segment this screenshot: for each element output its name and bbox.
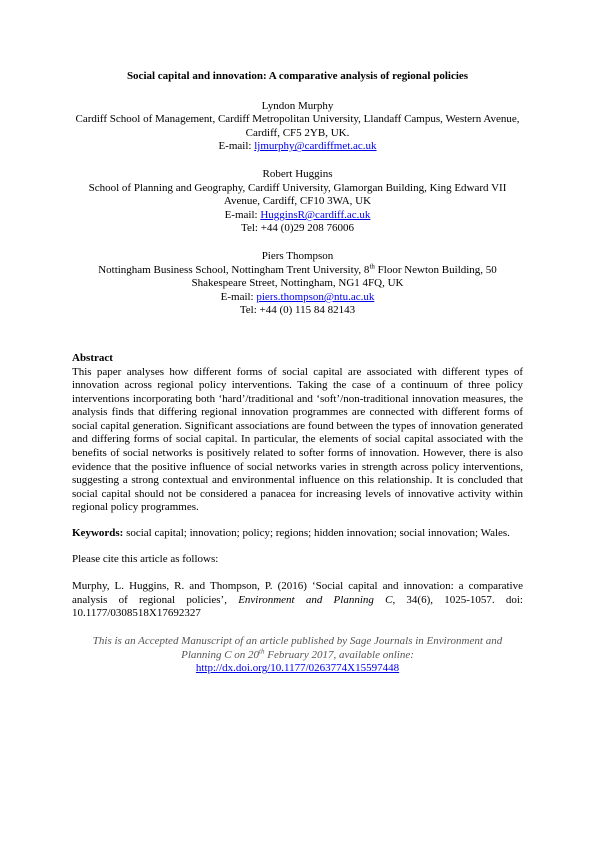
keywords-text: social capital; innovation; policy; regions; hidden innovation; social innovation; Wales. xyxy=(123,527,510,540)
author-tel: Tel: +44 (0) 115 84 82143 xyxy=(239,304,356,317)
notice-url-line xyxy=(72,662,523,676)
notice-sup: th xyxy=(259,646,265,655)
affiliation-sup: th xyxy=(369,261,375,270)
abstract-body: This paper analyses how different forms of social capital are associated with different types of innovation across regional policy interventions. Taking the case of a continuum of three policy interventions incorporating both ‘hard’/traditional and ‘soft’/non-traditional innovation measures, the analysis finds that differing regional innovation programmes are connected with different forms of social capital generation. Significant associations are found between the types of innovation generated and differing forms of social capital. In particular, the elements of social capital associated with the benefits of social networks is positively related to softer forms of innovation. However, there is also evidence that the positive influence of social networks varies in strength across policy interventions, suggesting a strong contextual and environmental influence on this relationship. It is concluded that social capital should not be considered a panacea for increasing levels of innovative activity within regional policy programmes. xyxy=(72,365,523,514)
author-email-line xyxy=(72,140,523,154)
citation-text: , 34(6), 1025-1057. doi: 10.1177/0308518X17692327 xyxy=(72,593,523,620)
notice-line: This is an Accepted Manuscript of an article published by Sage Journals in Environment and xyxy=(92,635,503,647)
cite-intro: Please cite this article as follows: xyxy=(72,552,219,565)
author-block-huggins xyxy=(72,168,523,236)
manuscript-notice xyxy=(72,635,523,676)
doi-link[interactable]: http://dx.doi.org/10.1177/0263774X15597448 xyxy=(195,662,400,675)
notice-text: Planning C on 20 xyxy=(181,648,260,661)
citation-text: Murphy, L. Huggins, R. and Thompson, P. (2016) ‘Social capital and innovation: a comparative analysis of regional policies’, xyxy=(72,580,523,606)
paper-page xyxy=(72,70,523,676)
citation xyxy=(72,580,523,621)
email-label: E-mail: xyxy=(218,140,255,153)
affiliation-text: Nottingham Business School, Nottingham Trent University, 8 xyxy=(98,263,370,276)
author-block-thompson xyxy=(72,250,523,318)
citation-journal: Environment and Planning C xyxy=(238,593,393,606)
author-affiliation: Cardiff School of Management, Cardiff Metropolitan University, Llandaff Campus, Western Avenue, Cardiff, CF5 2YB, UK. xyxy=(75,113,520,139)
paper-title: Social capital and innovation: A comparative analysis of regional policies xyxy=(126,70,469,82)
email-link[interactable]: HugginsR@cardiff.ac.uk xyxy=(260,208,371,221)
author-email-line xyxy=(72,209,523,223)
author-email-line xyxy=(72,291,523,305)
email-link[interactable]: ljmurphy@cardiffmet.ac.uk xyxy=(254,140,377,153)
author-name: Robert Huggins xyxy=(262,167,333,180)
keywords-label: Keywords: xyxy=(72,527,124,540)
keywords-line xyxy=(72,527,523,541)
affiliation-text: Floor Newton Building, 50 Shakespeare Street, Nottingham, NG1 4FQ, UK xyxy=(191,263,497,290)
author-name: Lyndon Murphy xyxy=(261,99,334,112)
email-label: E-mail: xyxy=(220,290,257,303)
author-tel: Tel: +44 (0)29 208 76006 xyxy=(241,222,354,235)
author-name: Piers Thompson xyxy=(261,249,334,262)
email-link[interactable]: piers.thompson@ntu.ac.uk xyxy=(256,290,375,303)
author-block-murphy xyxy=(72,100,523,154)
notice-line xyxy=(72,646,523,663)
email-label: E-mail: xyxy=(224,208,261,221)
author-affiliation: School of Planning and Geography, Cardiff University, Glamorgan Building, King Edward VII Avenue, Cardiff, CF10 3WA, UK xyxy=(88,181,507,208)
author-affiliation xyxy=(72,261,523,291)
notice-text: February 2017, available online: xyxy=(264,648,414,661)
abstract-heading: Abstract xyxy=(72,351,113,364)
